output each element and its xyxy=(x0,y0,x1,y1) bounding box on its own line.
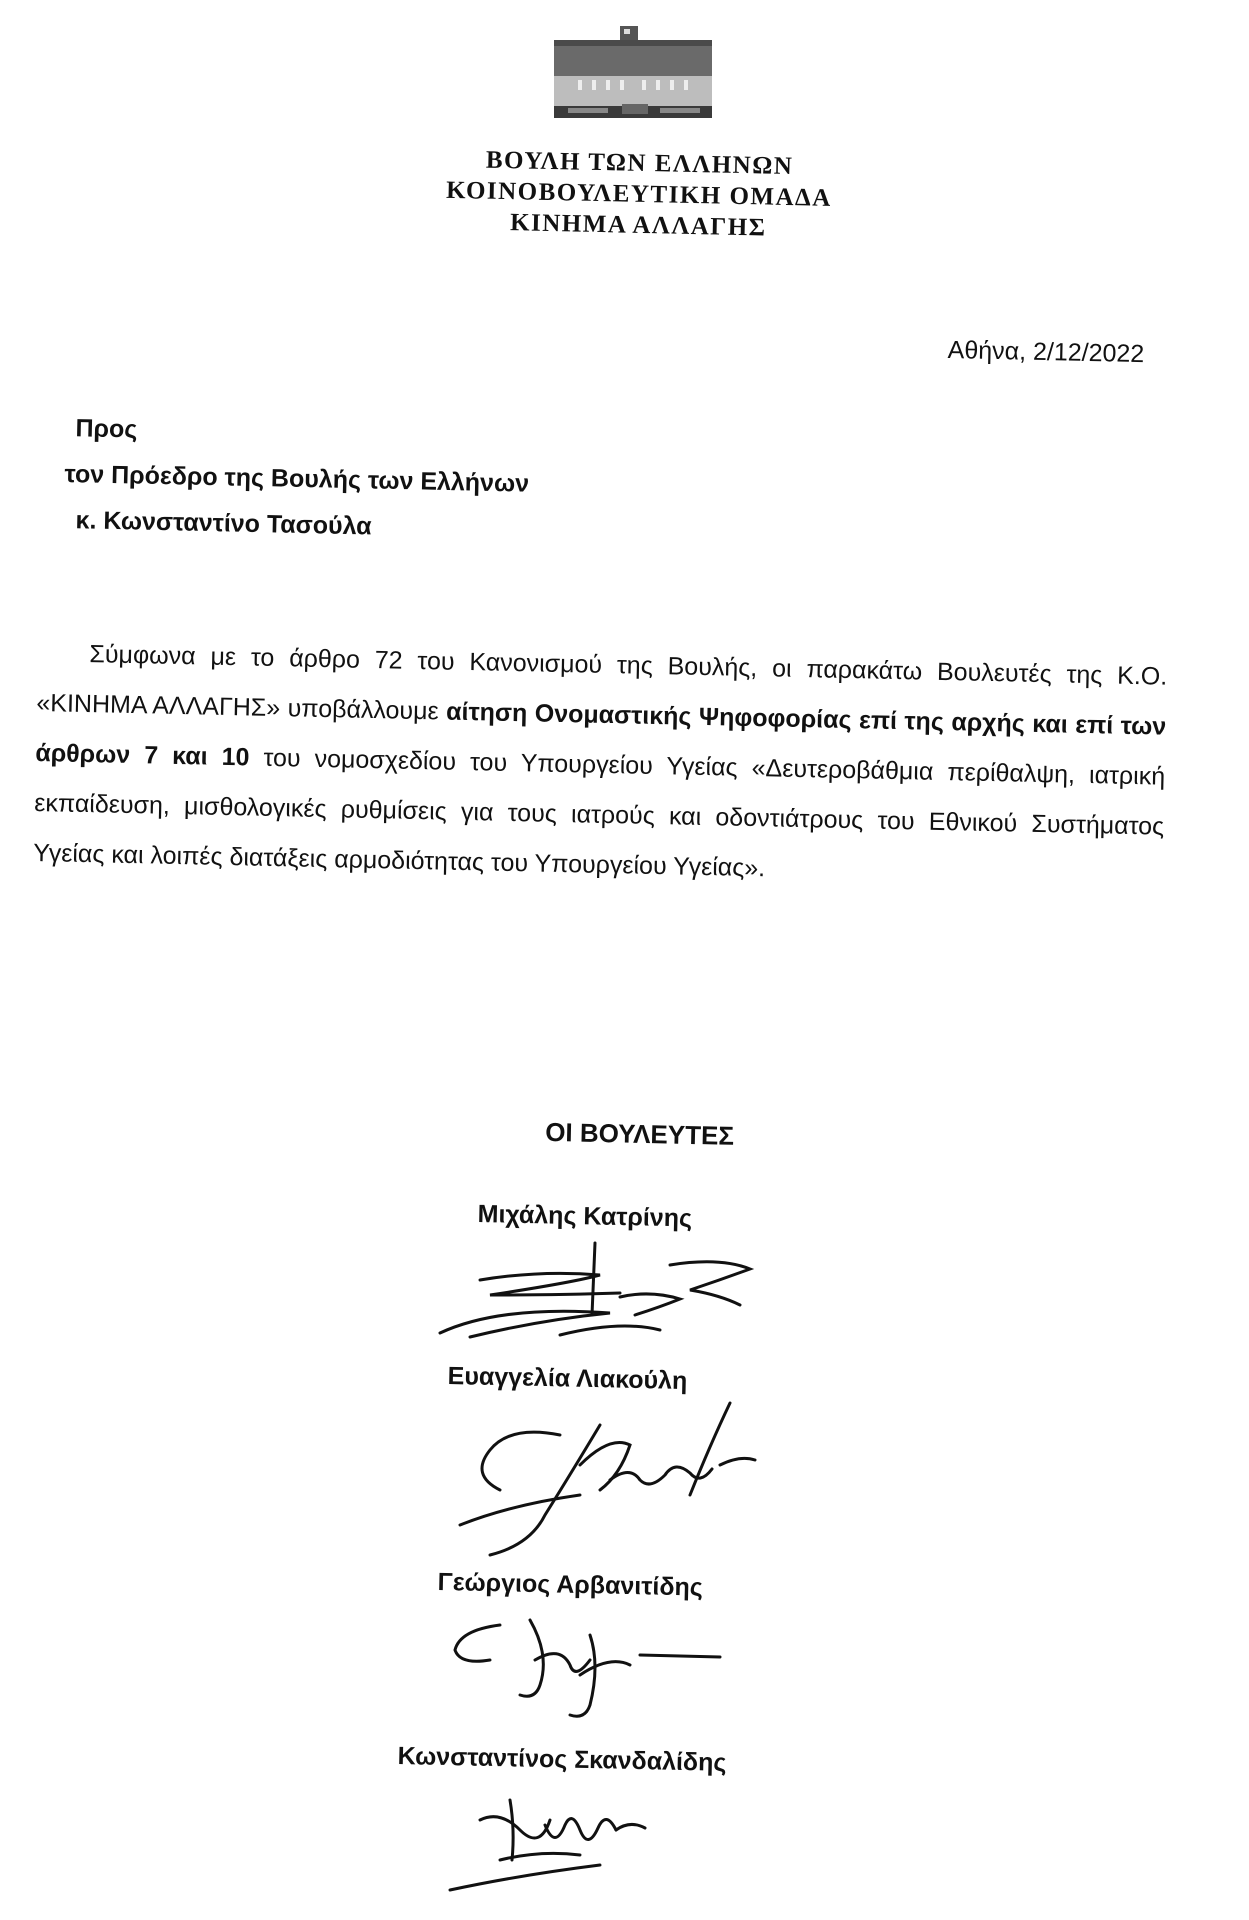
recipient-title: τον Πρόεδρο της Βουλής των Ελλήνων xyxy=(64,459,530,498)
signer-name-3: Γεώργιος Αρβανιτίδης xyxy=(437,1568,704,1602)
letterhead-party: ΚΙΝΗΜΑ ΑΛΛΑΓΗΣ xyxy=(509,209,767,242)
signature-4-handwritten xyxy=(440,1780,700,1900)
signer-name-1: Μιχάλης Κατρίνης xyxy=(477,1200,693,1233)
request-text-end: του νομοσχεδίου του Υπουργείου Υγείας «Δευτεροβάθμια περίθαλψη, ιατρική εκπαίδευση, μισθολογικές ρυθμίσεις για τους ιατρούς και οδοντιάτρους του Εθνικού Συστήματος Υγείας και λοιπές διατάξεις αρμοδιότητας του Υπουργείου Υγείας». xyxy=(32,743,1166,883)
signer-name-2: Ευαγγελία Λιακούλη xyxy=(447,1362,688,1396)
parliament-building-emblem xyxy=(548,18,718,126)
request-body xyxy=(33,628,1168,902)
signature-2-handwritten xyxy=(450,1395,770,1565)
request-paragraph xyxy=(33,628,1168,902)
letterhead-group: ΚΟΙΝΟΒΟΥΛΕΥΤΙΚΗ ΟΜΑΔΑ xyxy=(445,176,833,212)
recipient-name: κ. Κωνσταντίνο Τασούλα xyxy=(75,506,372,541)
letterhead xyxy=(358,142,920,247)
signatures-heading-block xyxy=(359,1113,920,1190)
signatures-heading: ΟΙ ΒΟΥΛΕΥΤΕΣ xyxy=(544,1116,735,1151)
request-text-bold: αίτηση Ονομαστικής Ψηφοφορίας επί της αρχής και επί των άρθρων 7 και 10 xyxy=(35,697,1167,772)
signature-1-handwritten xyxy=(420,1235,780,1350)
document-date: Αθήνα, 2/12/2022 xyxy=(947,336,1145,369)
signature-3-handwritten xyxy=(440,1605,740,1725)
letterhead-parliament: ΒΟΥΛΗ ΤΩΝ ΕΛΛΗΝΩΝ xyxy=(485,146,794,181)
request-text-start: Σύμφωνα με το άρθρο 72 του Κανονισμού της Βουλής, οι παρακάτω Βουλευτές της Κ.Ο. «ΚΙΝΗΜΑ ΑΛΛΑΓΗΣ» υποβάλλουμε xyxy=(36,640,1168,726)
recipient-to-label: Προς xyxy=(75,414,138,444)
signer-name-4: Κωνσταντίνος Σκανδαλίδης xyxy=(397,1742,727,1777)
recipient-block xyxy=(63,405,766,558)
